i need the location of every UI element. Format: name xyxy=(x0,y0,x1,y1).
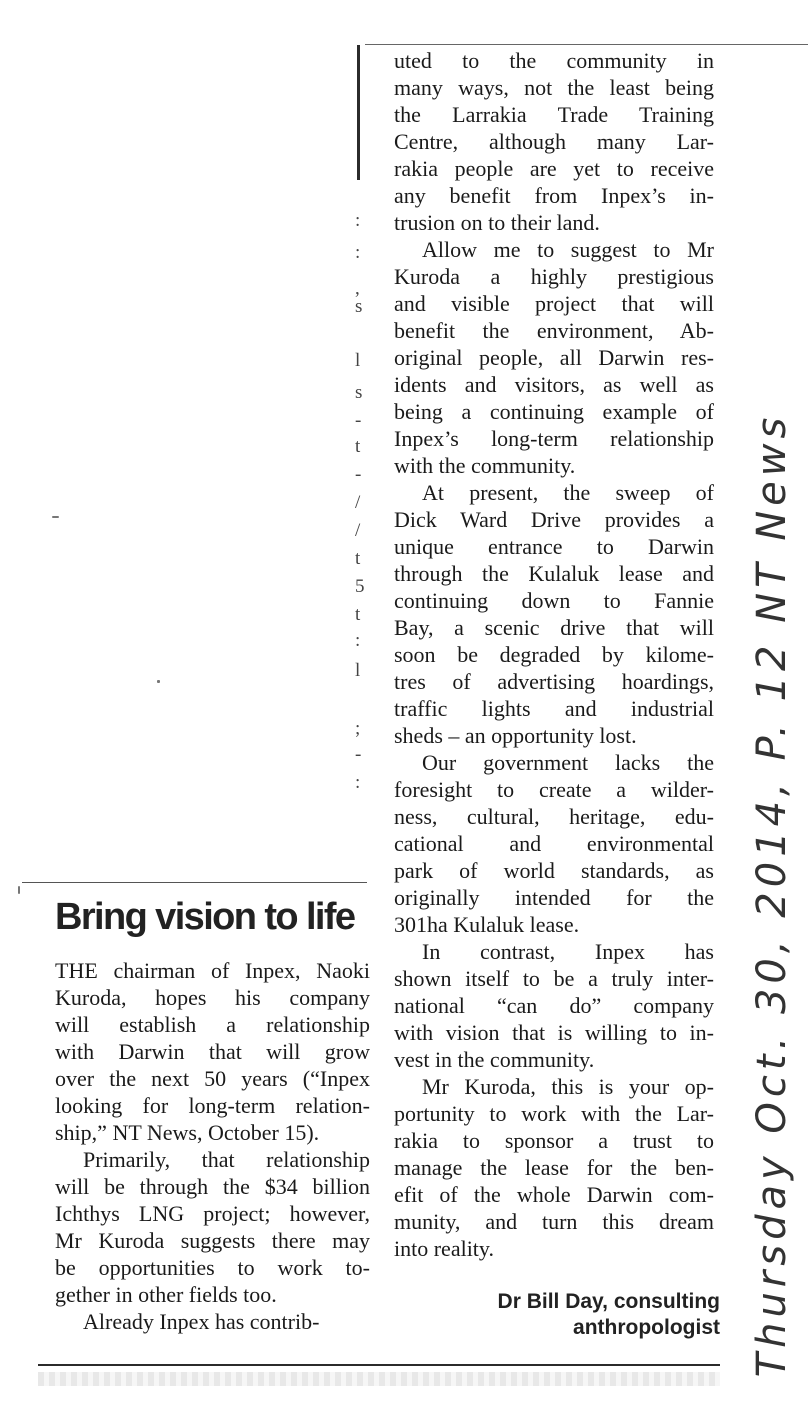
cut-off-character: t xyxy=(355,604,361,625)
scan-speck xyxy=(52,516,59,518)
article-headline: Bring vision to life xyxy=(55,896,355,938)
article-line: 301ha Kulaluk lease. xyxy=(394,912,580,937)
cut-off-character: : xyxy=(355,630,361,651)
cut-off-character: - xyxy=(355,464,362,485)
article-line: Already Inpex has contrib- xyxy=(83,1309,320,1334)
bottom-scan-fragment xyxy=(38,1372,720,1386)
article-line: continuing down to Fannie xyxy=(394,588,714,613)
article-line: rakia people are yet to receive xyxy=(394,156,714,181)
article-line: manage the lease for the ben- xyxy=(394,1155,714,1180)
cut-off-character: / xyxy=(355,520,361,541)
cut-off-character: - xyxy=(355,744,362,765)
cut-off-character: ; xyxy=(355,718,361,739)
article-line: original people, all Darwin res- xyxy=(394,345,714,370)
cut-off-character: t xyxy=(355,436,361,457)
cut-off-character: / xyxy=(355,492,361,513)
article-line: traffic lights and industrial xyxy=(394,696,714,721)
article-line: will be through the $34 billion xyxy=(55,1174,370,1199)
article-line: park of world standards, as xyxy=(394,858,714,883)
article-line: through the Kulaluk lease and xyxy=(394,561,714,586)
article-line: with the community. xyxy=(394,453,576,478)
article-line: Mr Kuroda suggests there may xyxy=(55,1228,370,1253)
author-name: Dr Bill Day, consulting xyxy=(497,1290,720,1313)
article-line: trusion on to their land. xyxy=(394,210,600,235)
article-line: In contrast, Inpex has xyxy=(422,939,714,964)
cut-off-character: s xyxy=(355,296,363,317)
article-line: with Darwin that will grow xyxy=(55,1039,370,1064)
cut-off-character: t xyxy=(355,548,361,569)
article-line: gether in other fields too. xyxy=(55,1282,277,1307)
article-line: Bay, a scenic drive that will xyxy=(394,615,714,640)
article-line: munity, and turn this dream xyxy=(394,1209,714,1234)
cut-off-character: 5 xyxy=(355,576,365,597)
cut-off-character: l xyxy=(355,350,361,371)
handwritten-annotation: Thursday Oct. 30, 2014, P. 12 NT News xyxy=(749,412,795,1378)
article-line: vest in the community. xyxy=(394,1047,595,1072)
scan-speck xyxy=(157,680,160,683)
article-line: be opportunities to work to- xyxy=(55,1255,370,1280)
article-line: into reality. xyxy=(394,1236,494,1261)
article-line: efit of the whole Darwin com- xyxy=(394,1182,714,1207)
article-line: many ways, not the least being xyxy=(394,75,714,100)
article-line: over the next 50 years (“Inpex xyxy=(55,1066,370,1091)
article-line: Primarily, that relationship xyxy=(83,1147,370,1172)
article-line: THE chairman of Inpex, Naoki xyxy=(55,958,370,983)
article-line: idents and visitors, as well as xyxy=(394,372,714,397)
column-bar xyxy=(357,45,360,180)
article-line: national “can do” company xyxy=(394,993,714,1018)
scan-speck xyxy=(18,886,20,894)
article-line: rakia to sponsor a trust to xyxy=(394,1128,714,1153)
article-line: Centre, although many Lar- xyxy=(394,129,714,154)
cut-off-character: , xyxy=(355,278,360,299)
article-line: Kuroda a highly prestigious xyxy=(394,264,714,289)
article-line: foresight to create a wilder- xyxy=(394,777,714,802)
article-line: looking for long-term relation- xyxy=(55,1093,370,1118)
cut-off-character: : xyxy=(355,210,361,231)
article-line: and visible project that will xyxy=(394,291,714,316)
article-line: originally intended for the xyxy=(394,885,714,910)
bottom-rule xyxy=(38,1364,720,1366)
author-signature xyxy=(498,1289,720,1341)
article-line: ness, cultural, heritage, edu- xyxy=(394,804,714,829)
top-edge-rule xyxy=(365,44,808,45)
article-line: being a continuing example of xyxy=(394,399,714,424)
section-rule xyxy=(22,882,367,883)
article-line: uted to the community in xyxy=(394,48,714,73)
cut-off-character: s xyxy=(355,382,363,403)
article-line: Ichthys LNG project; however, xyxy=(55,1201,370,1226)
cut-off-character: l xyxy=(355,660,361,681)
article-line: Dick Ward Drive provides a xyxy=(394,507,714,532)
cut-off-character: : xyxy=(355,242,361,263)
article-line: benefit the environment, Ab- xyxy=(394,318,714,343)
article-line: any benefit from Inpex’s in- xyxy=(394,183,714,208)
article-line: shown itself to be a truly inter- xyxy=(394,966,714,991)
article-line: will establish a relationship xyxy=(55,1012,370,1037)
article-line: Kuroda, hopes his company xyxy=(55,985,370,1010)
article-line: Inpex’s long-term relationship xyxy=(394,426,714,451)
article-line: soon be degraded by kilome- xyxy=(394,642,714,667)
article-line: Allow me to suggest to Mr xyxy=(422,237,714,262)
cut-off-character: : xyxy=(355,772,361,793)
article-line: Mr Kuroda, this is your op- xyxy=(422,1074,714,1099)
article-column-left xyxy=(55,957,370,1335)
article-line: At present, the sweep of xyxy=(422,480,714,505)
article-line: Our government lacks the xyxy=(422,750,714,775)
article-line: cational and environmental xyxy=(394,831,714,856)
article-line: unique entrance to Darwin xyxy=(394,534,714,559)
author-title: anthropologist xyxy=(573,1316,720,1339)
article-column-right xyxy=(394,47,714,1262)
cut-off-character: - xyxy=(355,410,362,431)
article-line: sheds – an opportunity lost. xyxy=(394,723,637,748)
article-line: ship,” NT News, October 15). xyxy=(55,1120,320,1145)
article-line: portunity to work with the Lar- xyxy=(394,1101,714,1126)
article-line: the Larrakia Trade Training xyxy=(394,102,714,127)
article-line: with vision that is willing to in- xyxy=(394,1020,714,1045)
article-line: tres of advertising hoardings, xyxy=(394,669,714,694)
